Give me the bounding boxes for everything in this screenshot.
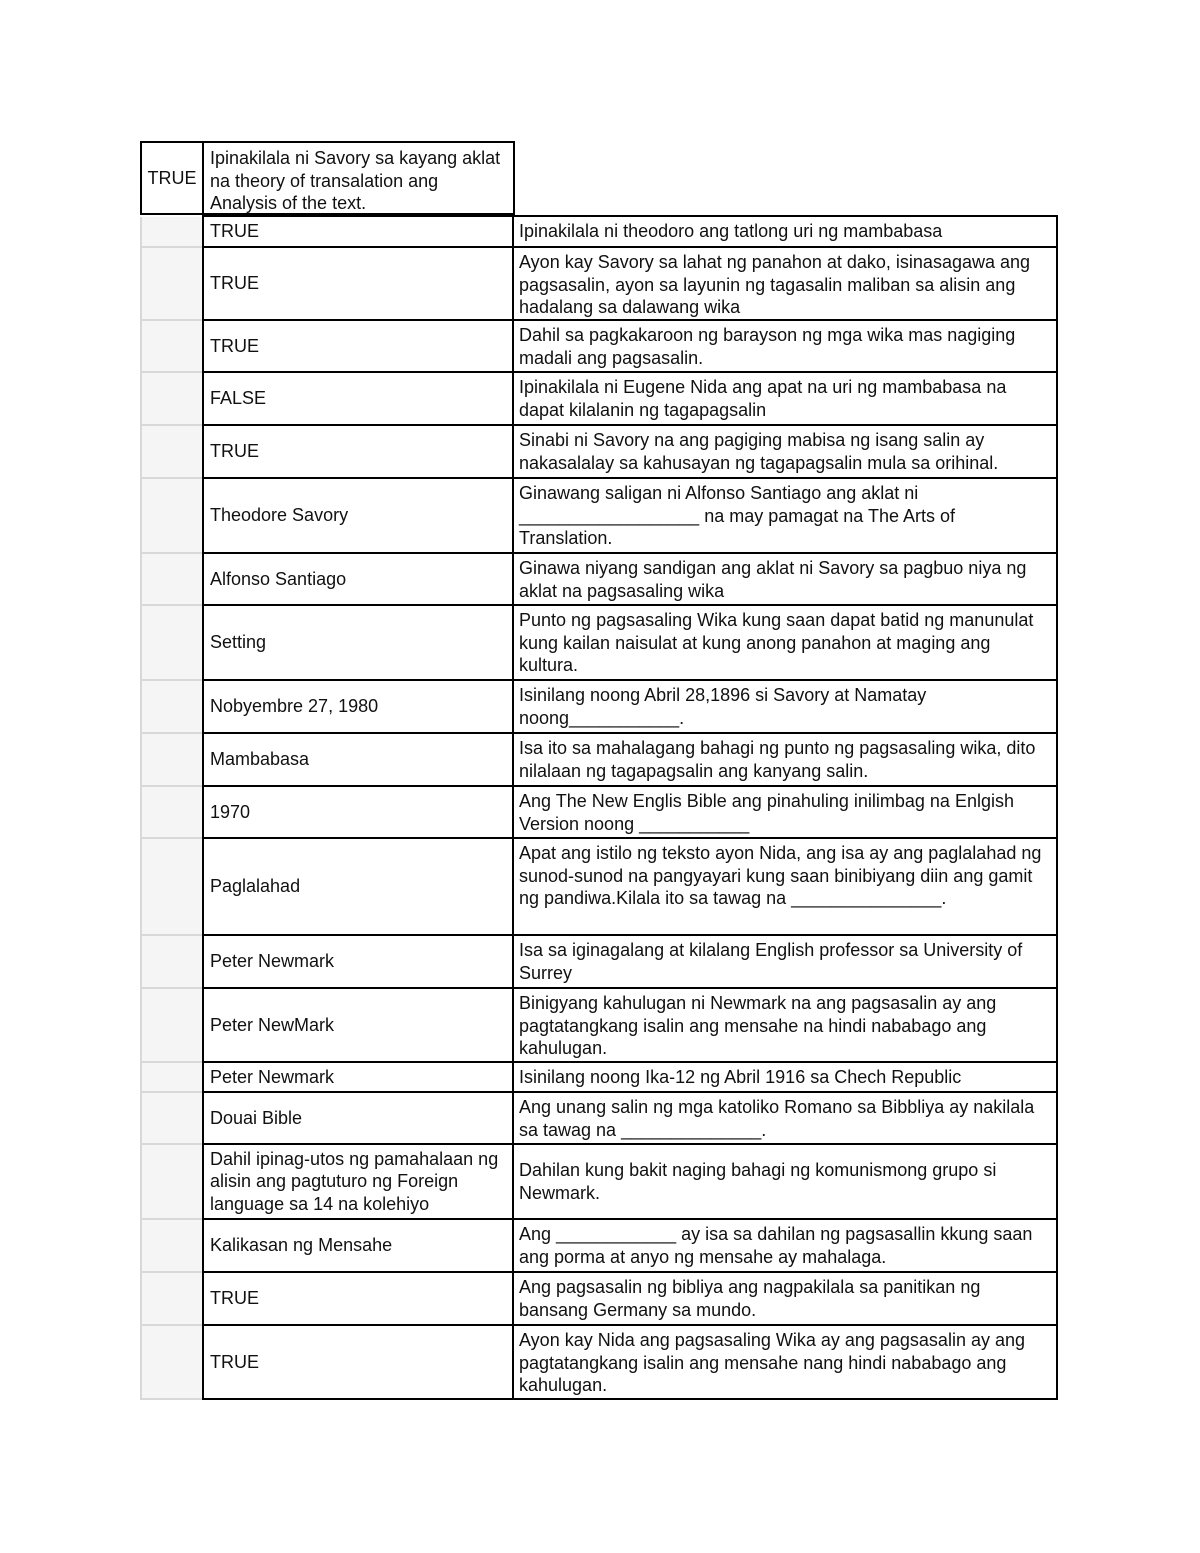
row-stub-cell: [140, 479, 202, 554]
row-stub-cell: [140, 989, 202, 1063]
row-stub-cell: [140, 1145, 202, 1220]
table-row: [202, 479, 1058, 554]
row-stub-cell: [140, 426, 202, 479]
statement-cell[interactable]: Dahilan kung bakit naging bahagi ng komunismong grupo si Newmark.: [512, 1145, 1058, 1220]
statement-cell[interactable]: Isa ito sa mahalagang bahagi ng punto ng pagsasaling wika, dito nilalaan ng tagapagsalin ang kanyang salin.: [512, 734, 1058, 787]
table-row: [202, 248, 1058, 321]
answer-cell[interactable]: Setting: [202, 606, 512, 681]
answer-cell[interactable]: Mambabasa: [202, 734, 512, 787]
statement-cell[interactable]: Ginawa niyang sandigan ang aklat ni Savory sa pagbuo niya ng aklat na pagsasaling wika: [512, 554, 1058, 606]
answer-cell[interactable]: 1970: [202, 787, 512, 839]
table-row: [202, 1145, 1058, 1220]
table-row: [202, 217, 1058, 248]
answer-cell[interactable]: Peter Newmark: [202, 936, 512, 989]
row-stub-cell: [140, 321, 202, 373]
answer-cell[interactable]: FALSE: [202, 373, 512, 426]
header-answer-cell[interactable]: TRUE: [140, 141, 202, 215]
table-row: [202, 1326, 1058, 1400]
table-row: [202, 606, 1058, 681]
table-row: [202, 787, 1058, 839]
statement-cell[interactable]: Isinilang noong Ika-12 ng Abril 1916 sa Chech Republic: [512, 1063, 1058, 1093]
row-stub-cell: [140, 936, 202, 989]
answer-cell[interactable]: TRUE: [202, 248, 512, 321]
table-row: [202, 681, 1058, 734]
row-stub-cell: [140, 248, 202, 321]
answer-cell[interactable]: TRUE: [202, 1273, 512, 1326]
statement-cell[interactable]: Isa sa iginagalang at kilalang English professor sa University of Surrey: [512, 936, 1058, 989]
table-row: [202, 321, 1058, 373]
table-row: [202, 1220, 1058, 1273]
table-row: [202, 989, 1058, 1063]
row-stub-cell: [140, 1220, 202, 1273]
answer-cell[interactable]: Peter NewMark: [202, 989, 512, 1063]
statement-cell[interactable]: Punto ng pagsasaling Wika kung saan dapat batid ng manunulat kung kailan naisulat at kung anong panahon at maging ang kultura.: [512, 606, 1058, 681]
row-stub-cell: [140, 373, 202, 426]
row-stub-cell: [140, 554, 202, 606]
answer-cell[interactable]: Nobyembre 27, 1980: [202, 681, 512, 734]
statement-cell[interactable]: Sinabi ni Savory na ang pagiging mabisa ng isang salin ay nakasalalay sa kahusayan ng tagapagsalin mula sa orihinal.: [512, 426, 1058, 479]
row-stub-cell: [140, 787, 202, 839]
answer-cell[interactable]: Theodore Savory: [202, 479, 512, 554]
spreadsheet-sheet: [140, 141, 1058, 1400]
row-stub-cell: [140, 839, 202, 936]
statement-cell[interactable]: Dahil sa pagkakaroon ng barayson ng mga wika mas nagiging madali ang pagsasalin.: [512, 321, 1058, 373]
answer-cell[interactable]: Paglalahad: [202, 839, 512, 936]
statement-cell[interactable]: Apat ang istilo ng teksto ayon Nida, ang isa ay ang paglalahad ng sunod-sunod na pangyayari kung saan binibiyang diin ang gamit ng pandiwa.Kilala ito sa tawag na _______________.: [512, 839, 1058, 936]
row-stub-cell: [140, 681, 202, 734]
row-stub-cell: [140, 1273, 202, 1326]
statement-cell[interactable]: Ang unang salin ng mga katoliko Romano sa Bibbliya ay nakilala sa tawag na ______________.: [512, 1093, 1058, 1145]
statement-cell[interactable]: Binigyang kahulugan ni Newmark na ang pagsasalin ay ang pagtatangkang isalin ang mensahe na hindi nababago ang kahulugan.: [512, 989, 1058, 1063]
answer-cell[interactable]: TRUE: [202, 426, 512, 479]
table-row: [202, 734, 1058, 787]
table-row: [202, 1063, 1058, 1093]
statement-cell[interactable]: Ipinakilala ni Eugene Nida ang apat na uri ng mambabasa na dapat kilalanin ng tagapagsalin: [512, 373, 1058, 426]
header-statement-cell[interactable]: Ipinakilala ni Savory sa kayang aklat na theory of transalation ang Analysis of the text.: [202, 141, 515, 215]
statement-cell[interactable]: Ginawang saligan ni Alfonso Santiago ang aklat ni __________________ na may pamagat na The Arts of Translation.: [512, 479, 1058, 554]
table-row: [202, 936, 1058, 989]
statement-cell[interactable]: Ipinakilala ni theodoro ang tatlong uri ng mambabasa: [512, 217, 1058, 248]
row-stub-cell: [140, 217, 202, 248]
table-row: [202, 839, 1058, 936]
answer-cell[interactable]: Peter Newmark: [202, 1063, 512, 1093]
answer-cell[interactable]: TRUE: [202, 321, 512, 373]
row-stub-cell: [140, 1063, 202, 1093]
table-row: [202, 1273, 1058, 1326]
answer-cell[interactable]: Kalikasan ng Mensahe: [202, 1220, 512, 1273]
table-row: [202, 426, 1058, 479]
answer-table: [202, 215, 1058, 1400]
answer-cell[interactable]: Douai Bible: [202, 1093, 512, 1145]
header-row: [140, 141, 1058, 215]
answer-cell[interactable]: TRUE: [202, 217, 512, 248]
answer-cell[interactable]: Dahil ipinag-utos ng pamahalaan ng alisin ang pagtuturo ng Foreign language sa 14 na kolehiyo: [202, 1145, 512, 1220]
answer-cell[interactable]: Alfonso Santiago: [202, 554, 512, 606]
statement-cell[interactable]: Ang The New Englis Bible ang pinahuling inilimbag na Enlgish Version noong ___________: [512, 787, 1058, 839]
table-row: [202, 1093, 1058, 1145]
answer-cell[interactable]: TRUE: [202, 1326, 512, 1400]
row-stub-cell: [140, 1093, 202, 1145]
statement-cell[interactable]: Isinilang noong Abril 28,1896 si Savory at Namatay noong___________.: [512, 681, 1058, 734]
statement-cell[interactable]: Ang ____________ ay isa sa dahilan ng pagsasallin kkung saan ang porma at anyo ng mensahe ay mahalaga.: [512, 1220, 1058, 1273]
statement-cell[interactable]: Ayon kay Nida ang pagsasaling Wika ay ang pagsasalin ay ang pagtatangkang isalin ang mensahe nang hindi nababago ang kahulugan.: [512, 1326, 1058, 1400]
statement-cell[interactable]: Ayon kay Savory sa lahat ng panahon at dako, isinasagawa ang pagsasalin, ayon sa layunin ng tagasalin maliban sa alisin ang hadalang sa dalawang wika: [512, 248, 1058, 321]
row-stub-cell: [140, 606, 202, 681]
row-stub-cell: [140, 1326, 202, 1400]
row-stub-cell: [140, 734, 202, 787]
table-row: [202, 373, 1058, 426]
table-row: [202, 554, 1058, 606]
statement-cell[interactable]: Ang pagsasalin ng bibliya ang nagpakilala sa panitikan ng bansang Germany sa mundo.: [512, 1273, 1058, 1326]
